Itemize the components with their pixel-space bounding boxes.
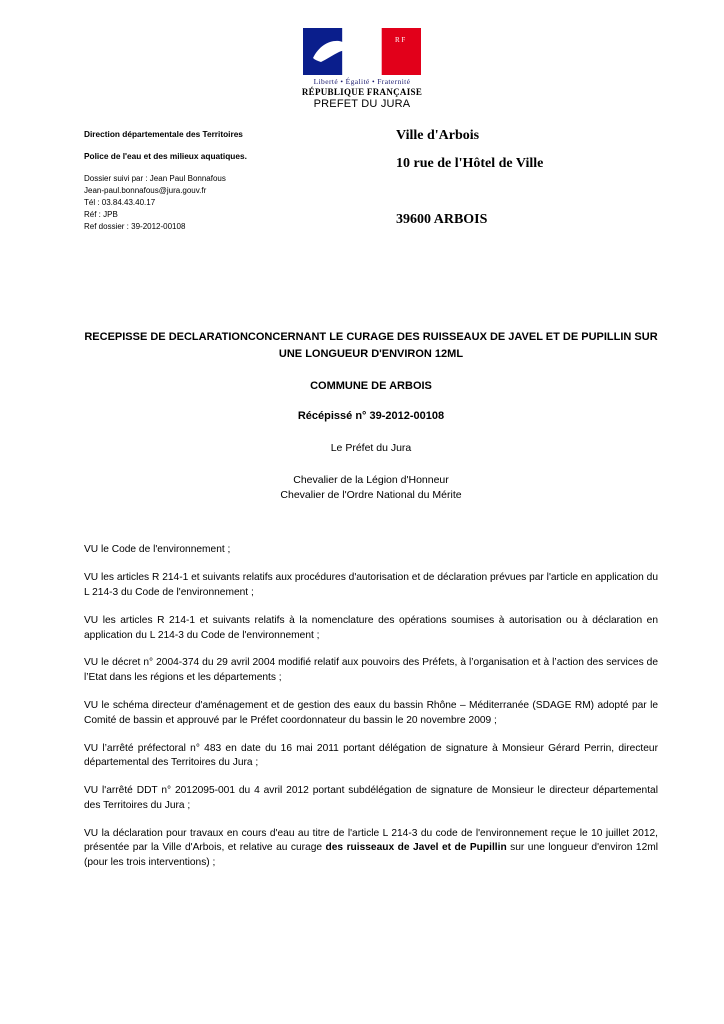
sender-tel: Tél : 03.84.43.40.17 [84,198,156,208]
body-paragraph-8-emphasis: des ruisseaux de Javel et de Pupillin [325,842,507,854]
body-paragraph-8 [84,827,658,871]
sender-ref: Réf : JPB [84,210,118,220]
body-paragraph-1: VU le Code de l'environnement ; [84,544,231,556]
recipient-street: 10 rue de l'Hôtel de Ville [396,156,544,171]
letterhead-row [0,128,724,233]
recipient-block [384,128,664,233]
marianne-motto: Liberté • Égalité • Fraternité [313,77,411,86]
recipient-city: 39600 ARBOIS [396,212,488,227]
document-header [0,0,724,110]
prefecture-label: PREFET DU JURA [313,98,411,110]
sender-unit: Police de l'eau et des milieux aquatiques. [84,151,247,162]
document-body [0,543,724,871]
body-paragraph-7: VU l'arrêté DDT n° 2012095-001 du 4 avril 2012 portant subdélégation de signature de Monsieur le directeur départemental des Territoires du Jura ; [84,785,658,811]
republique-francaise-label: RÉPUBLIQUE FRANÇAISE [301,87,423,97]
recipient-name: Ville d'Arbois [396,128,480,143]
sender-service: Direction départementale des Territoires [84,129,243,139]
sender-block [84,128,384,233]
document-recepisse-number: Récépissé n° 39-2012-00108 [297,410,445,423]
document-title: RECEPISSE DE DECLARATIONCONCERNANT LE CURAGE DES RUISSEAUX DE JAVEL ET DE PUPILLIN SUR UNE LONGUEUR D'ENVIRON 12ML [84,331,658,360]
body-paragraph-4: VU le décret n° 2004-374 du 29 avril 2004 modifié relatif aux pouvoirs des Préfets, à l’organisation et à l’action des services de l’Etat dans les régions et les départements ; [84,657,658,684]
document-honors-line2: Chevalier de l'Ordre National du Mérite [280,489,462,502]
body-paragraph-8-part2: sur une longueur d'environ 12ml (pour les trois interventions) ; [84,842,658,869]
document-title-block [0,329,724,503]
body-paragraph-5: VU le schéma directeur d'aménagement et de gestion des eaux du bassin Rhône – Méditerranée (SDAGE RM) adopté par le Comité de bassin et approuvé par le Préfet coordonnateur du bassin le 20 novembre 2009 ; [84,699,658,726]
sender-ref-dossier: Ref dossier : 39-2012-00108 [84,222,186,232]
document-honors-line1: Chevalier de la Légion d'Honneur [293,474,449,487]
body-paragraph-6: VU l’arrêté préfectoral n° 483 en date du 16 mai 2011 portant délégation de signature à Monsieur Gérard Perrin, directeur départemental des Territoires du Jura ; [84,742,658,769]
document-commune: COMMUNE DE ARBOIS [310,380,432,393]
svg-text:R F: R F [395,36,406,44]
sender-dossier-suivi: Dossier suivi par : Jean Paul Bonnafous [84,174,226,184]
document-signatory: Le Préfet du Jura [330,442,412,455]
body-paragraph-2: VU les articles R 214-1 et suivants relatifs aux procédures d'autorisation et de déclaration prévues par l'article en application du L 214-3 du Code de l'environnement ; [84,572,658,599]
sender-email: Jean-paul.bonnafous@jura.gouv.fr [84,186,207,196]
body-paragraph-8-part1: VU la déclaration pour travaux en cours d'eau au titre de l'article L 214-3 du code de l'environnement reçue le 10 juillet 2012, présentée par la Ville d'Arbois, et relative au curage [84,827,658,854]
body-paragraph-3: VU les articles R 214-1 et suivants relatifs à la nomenclature des opérations soumises à autorisation ou à déclaration en application du L 214-3 du Code de l'environnement ; [84,614,658,641]
french-flag-marianne-logo [303,28,421,75]
document-honors [84,473,658,503]
